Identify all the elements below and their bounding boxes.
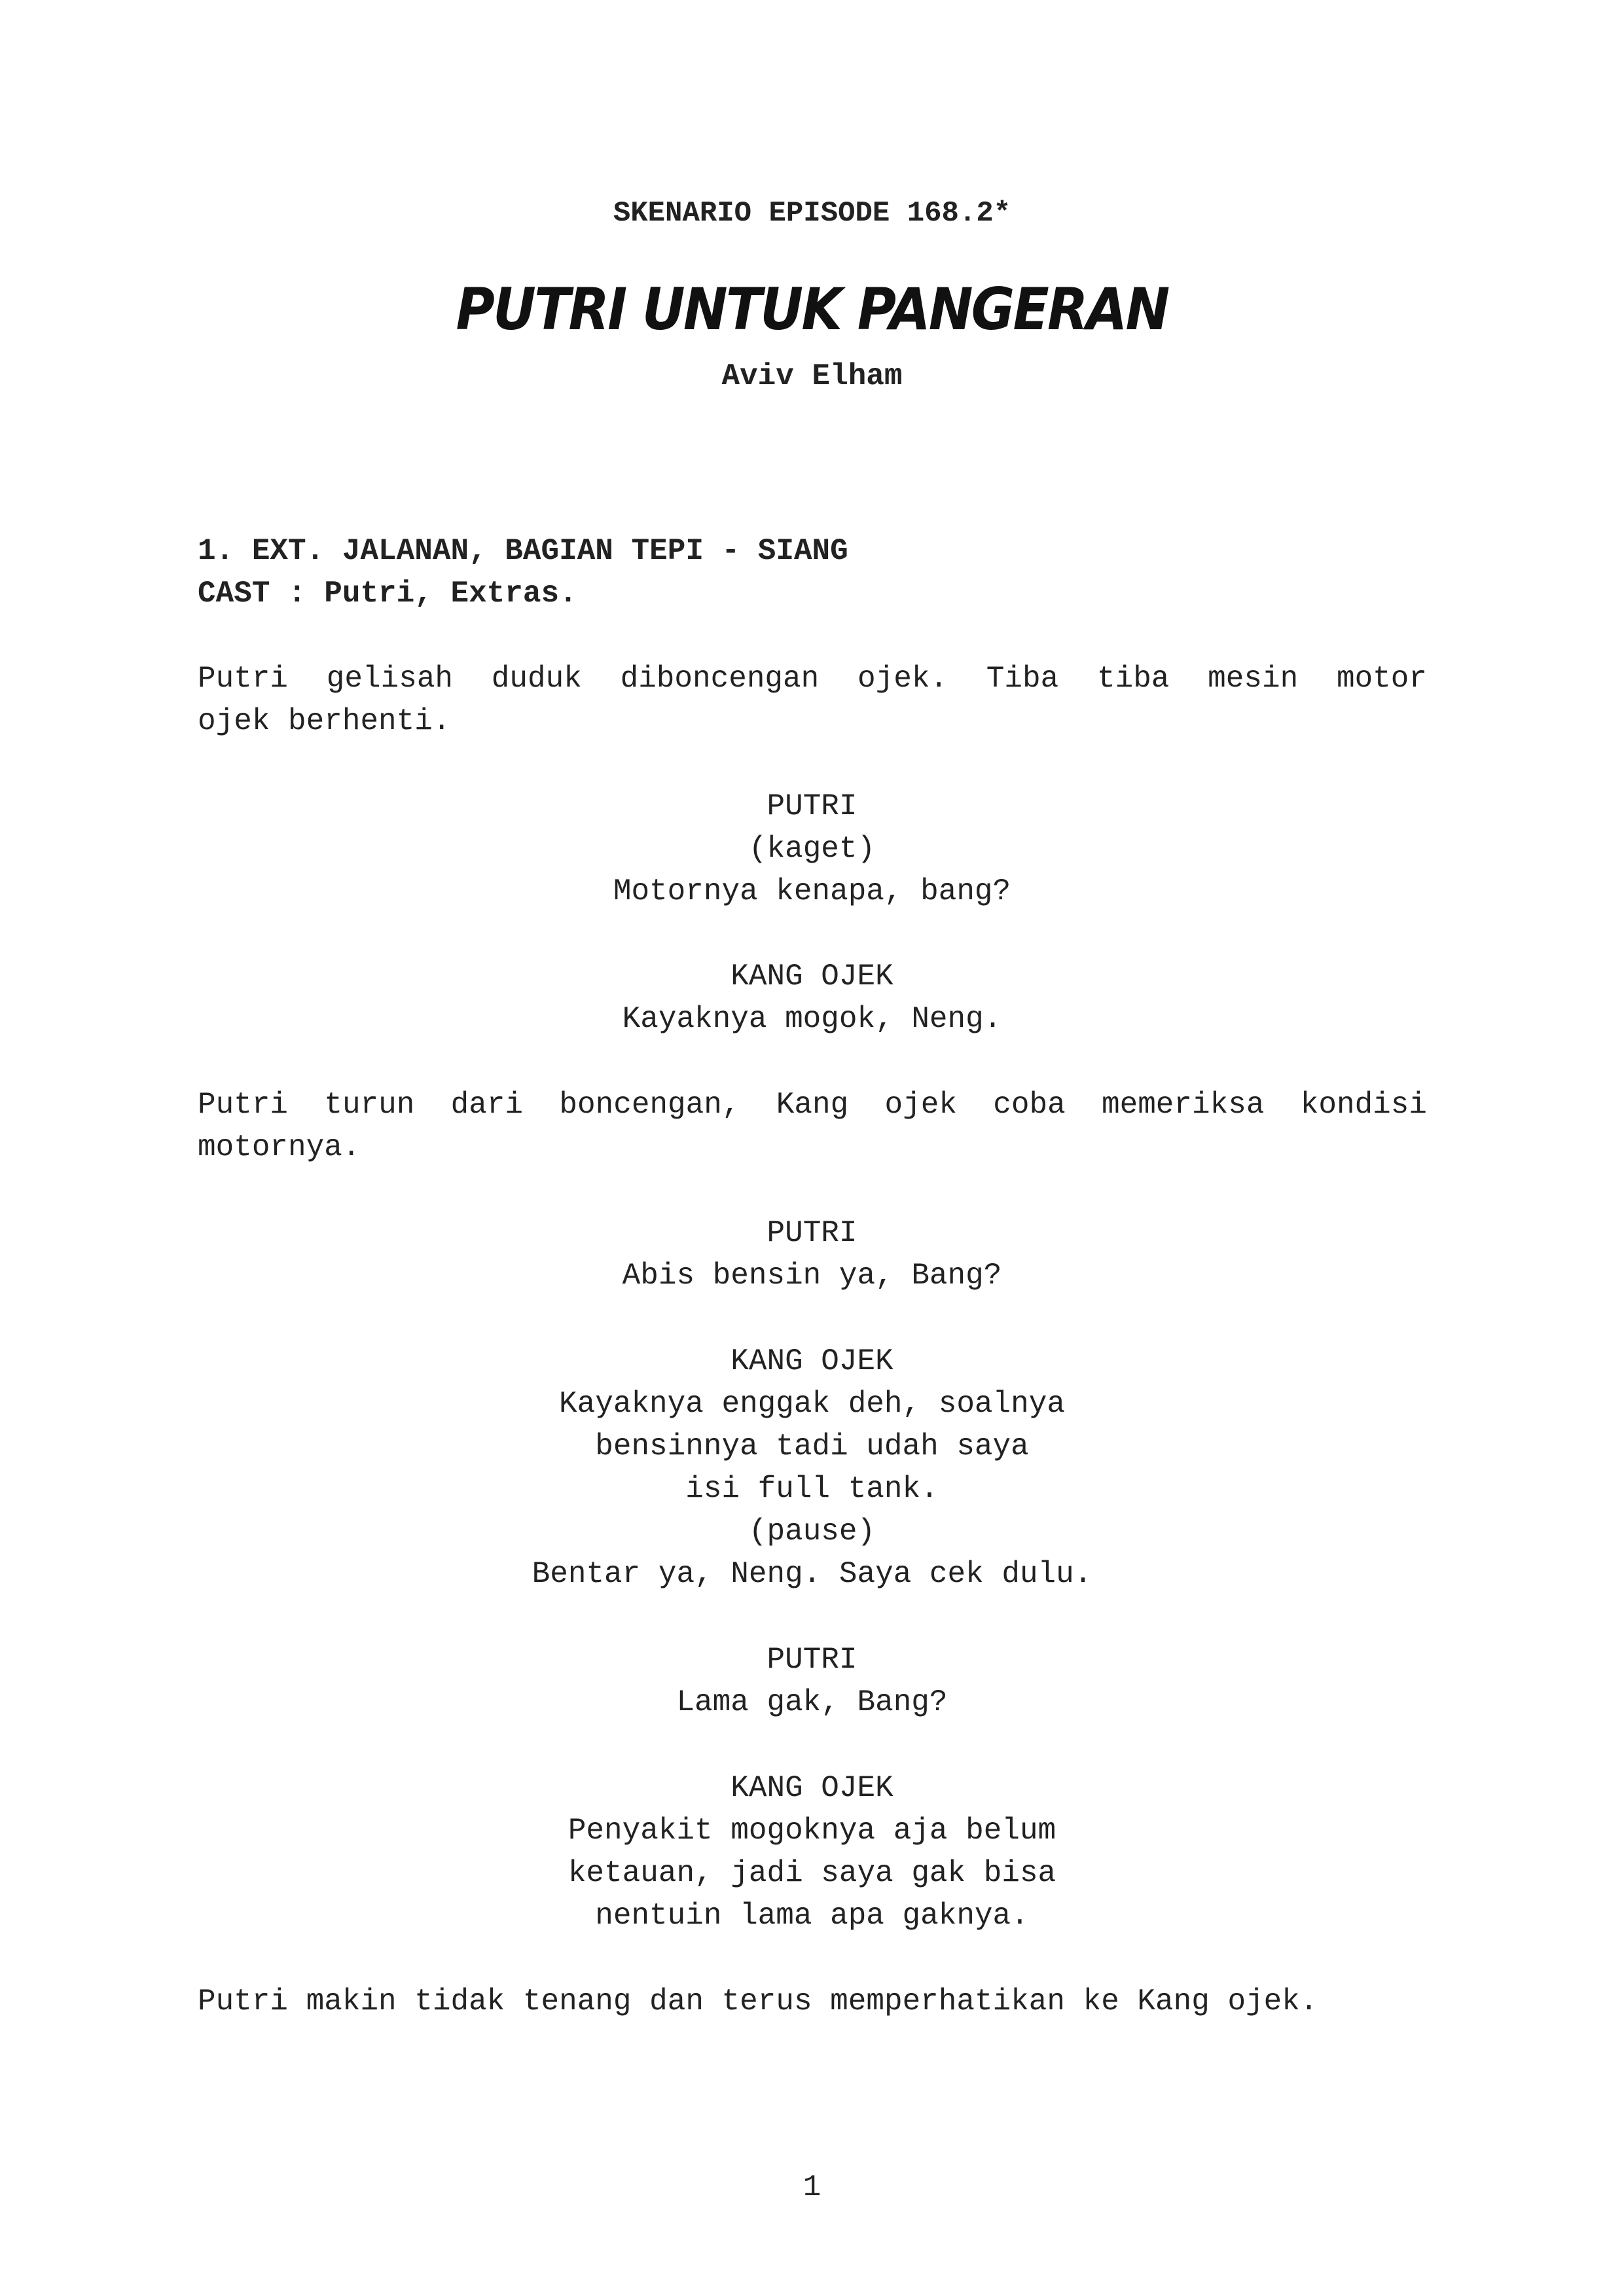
character-name: PUTRI: [767, 1643, 857, 1677]
page-number: 1: [803, 2170, 821, 2204]
episode-heading: SKENARIO EPISODE 168.2*: [613, 197, 1011, 230]
dialogue-line: Kayaknya mogok, Neng.: [622, 1002, 1002, 1036]
dialogue-line: Lama gak, Bang?: [676, 1685, 948, 1719]
action-block: [198, 1084, 1427, 1169]
dialogue-line: Kayaknya enggak deh, soalnya: [559, 1387, 1065, 1421]
dialogue-line: nentuin lama apa gaknya.: [595, 1899, 1029, 1933]
dialogue-block: [0, 1639, 1624, 1724]
dialogue-line: Abis bensin ya, Bang?: [622, 1259, 1002, 1293]
character-name: PUTRI: [767, 1216, 857, 1250]
dialogue-block: [0, 785, 1624, 913]
character-name: KANG OJEK: [731, 1771, 893, 1805]
dialogue-line: Motornya kenapa, bang?: [613, 874, 1011, 908]
dialogue-line: isi full tank.: [685, 1472, 939, 1506]
character-name: KANG OJEK: [731, 1344, 893, 1378]
dialogue-line: Bentar ya, Neng. Saya cek dulu.: [532, 1557, 1092, 1591]
scene-cast: CAST : Putri, Extras.: [198, 577, 577, 611]
parenthetical: (kaget): [748, 832, 876, 866]
action-line: Putri gelisah duduk diboncengan ojek. Tiba tiba mesin motor: [198, 662, 1427, 696]
action-block: [198, 1981, 1427, 2023]
character-name: PUTRI: [767, 789, 857, 823]
dialogue-block: [0, 1212, 1624, 1297]
author-name: Aviv Elham: [721, 359, 903, 393]
dialogue-block: [0, 1767, 1624, 1937]
action-line: Putri turun dari boncengan, Kang ojek coba memeriksa kondisi: [198, 1088, 1427, 1122]
dialogue-line: bensinnya tadi udah saya: [595, 1429, 1029, 1463]
dialogue-line: Penyakit mogoknya aja belum: [568, 1814, 1056, 1848]
character-name: KANG OJEK: [731, 960, 893, 994]
dialogue-block: [0, 956, 1624, 1041]
action-line: Putri makin tidak tenang dan terus memperhatikan ke Kang ojek.: [198, 1984, 1318, 2018]
scene-heading: 1. EXT. JALANAN, BAGIAN TEPI - SIANG: [198, 534, 848, 568]
script-title: PUTRI UNTUK PANGERAN: [456, 276, 1168, 343]
action-line: ojek berhenti.: [198, 704, 451, 738]
action-block: [198, 658, 1427, 743]
dialogue-block: [0, 1340, 1624, 1596]
parenthetical: (pause): [748, 1515, 876, 1549]
action-line: motornya.: [198, 1130, 361, 1164]
dialogue-line: ketauan, jadi saya gak bisa: [568, 1856, 1056, 1890]
